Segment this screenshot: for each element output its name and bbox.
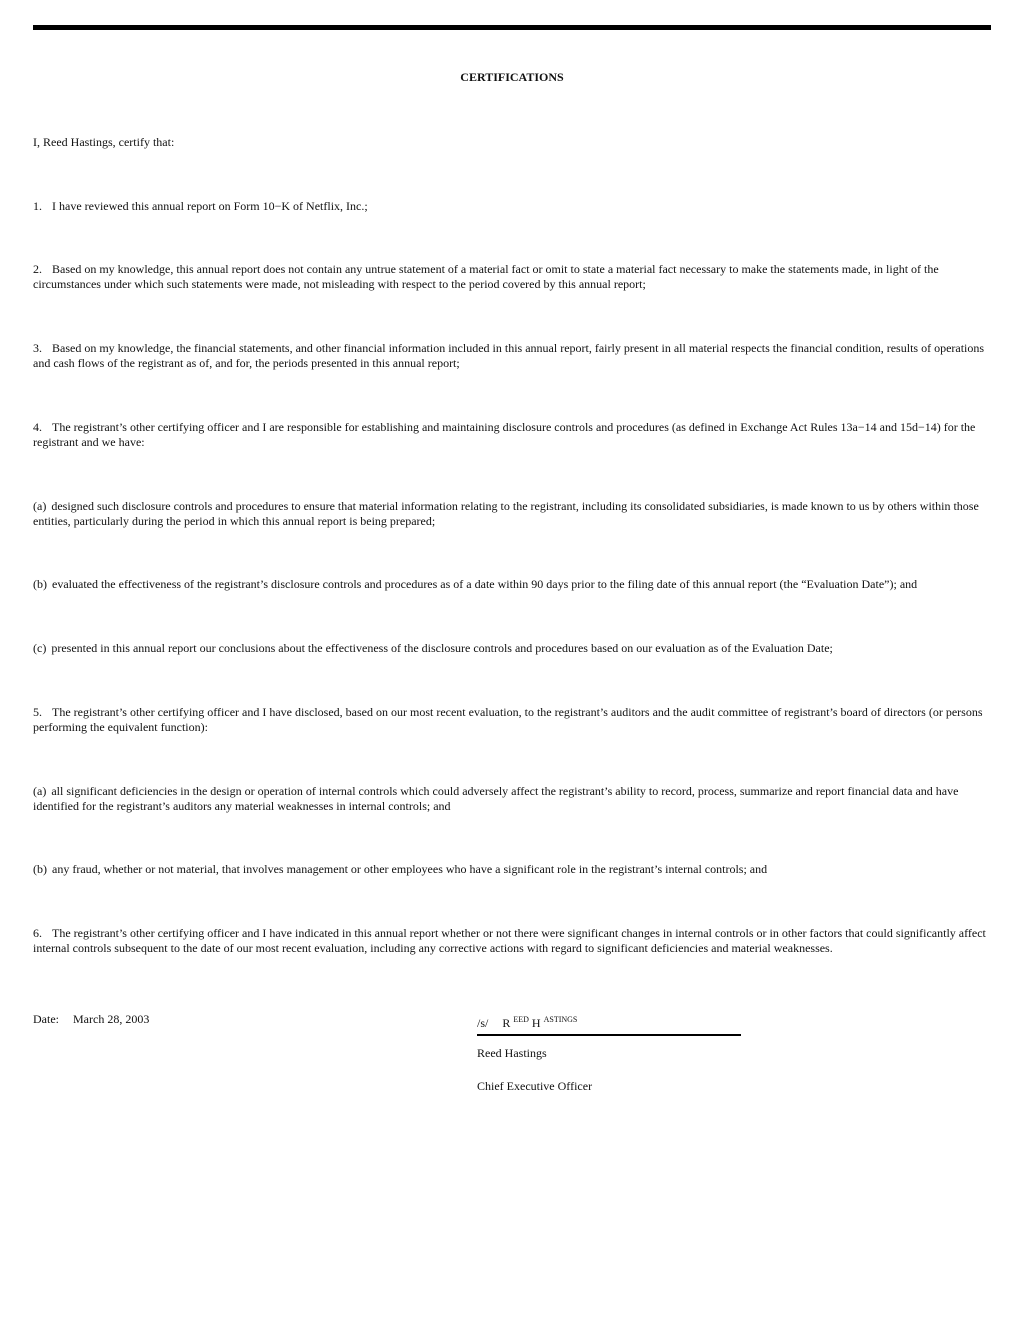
paragraph-1 (33, 199, 993, 214)
paragraph-5a (33, 784, 993, 814)
paragraph-5b (33, 862, 993, 877)
paragraph-4b (33, 577, 993, 592)
paragraph-5 (33, 705, 993, 735)
paragraph-4c (33, 641, 993, 656)
signer-name: Reed Hastings (477, 1046, 547, 1060)
signature-prefix: /s/ (477, 1016, 489, 1030)
paragraph-text: designed such disclosure controls and procedures to ensure that material information relating to the registrant, including its consolidated subsidiaries, is made known to us by others within those entities, particularly during the period in which this annual report is being prepared; (33, 499, 979, 528)
paragraph-text: I have reviewed this annual report on Form 10−K of Netflix, Inc.; (52, 199, 368, 213)
paragraph-number: (c) (33, 641, 47, 655)
paragraph-number: 4. (33, 420, 42, 434)
paragraph-number: (a) (33, 499, 47, 513)
paragraph-text: Based on my knowledge, the financial statements, and other financial information included in this annual report, fairly present in all material respects the financial condition, results of operations and cash flows of the registrant as of, and for, the periods presented in this annual report; (33, 341, 985, 370)
signer-title: Chief Executive Officer (477, 1079, 593, 1093)
paragraph-text: evaluated the effectiveness of the registrant’s disclosure controls and procedures as of a date within 90 days prior to the filing date of this annual report (the “Evaluation Date”); and (52, 577, 918, 591)
paragraph-number: 2. (33, 262, 42, 276)
signature-smallcaps-astings: ASTINGS (543, 1015, 578, 1024)
date-value: March 28, 2003 (73, 1012, 150, 1026)
paragraph-3 (33, 341, 993, 371)
paragraph-text: The registrant’s other certifying officer and I have indicated in this annual report whether or not there were significant changes in internal controls or in other factors that could significantly affect internal controls subsequent to the date of our most recent evaluation, including any corrective actions with regard to significant deficiencies and material weaknesses. (33, 926, 986, 955)
paragraph-number: 6. (33, 926, 42, 940)
paragraph-number: (b) (33, 862, 47, 876)
paragraph-number: (a) (33, 784, 47, 798)
signature-initial-h: H (531, 1016, 541, 1030)
paragraph-number: 1. (33, 199, 42, 213)
top-rule (33, 25, 991, 30)
signature-initial-r: R (502, 1016, 511, 1030)
intro-text: I, Reed Hastings, certify that: (33, 135, 175, 149)
paragraph-4 (33, 420, 993, 450)
signature-text (477, 1016, 577, 1030)
date-line (33, 1012, 149, 1027)
paragraph-4a (33, 499, 993, 529)
paragraph-text: all significant deficiencies in the design or operation of internal controls which could adversely affect the registrant’s ability to record, process, summarize and report financial data and have identified for the registrant’s auditors any material weaknesses in internal controls; and (33, 784, 959, 813)
paragraph-text: The registrant’s other certifying officer and I are responsible for establishing and maintaining disclosure controls and procedures (as defined in Exchange Act Rules 13a−14 and 15d−14) for the registrant and we have: (33, 420, 976, 449)
paragraph-text: any fraud, whether or not material, that involves management or other employees who have a significant role in the registrant’s internal controls; and (52, 862, 768, 876)
paragraph-text: presented in this annual report our conclusions about the effectiveness of the disclosure controls and procedures based on our evaluation as of the Evaluation Date; (51, 641, 833, 655)
signature-rule (477, 1034, 741, 1036)
paragraph-number: 3. (33, 341, 42, 355)
paragraph-text: Based on my knowledge, this annual report does not contain any untrue statement of a material fact or omit to state a material fact necessary to make the statements made, in light of the circumstances under which such statements were made, not misleading with respect to the period covered by this annual report; (33, 262, 939, 291)
paragraph-number: (b) (33, 577, 47, 591)
date-label: Date: (33, 1012, 59, 1026)
signature-smallcaps-eed: EED (513, 1015, 529, 1024)
document-title: CERTIFICATIONS (460, 70, 564, 84)
paragraph-6 (33, 926, 993, 956)
paragraph-text: The registrant’s other certifying officer and I have disclosed, based on our most recent evaluation, to the registrant’s auditors and the audit committee of registrant’s board of directors (or persons performing the equivalent function): (33, 705, 983, 734)
paragraph-2 (33, 262, 993, 292)
signature-block (477, 1012, 741, 1031)
paragraph-number: 5. (33, 705, 42, 719)
